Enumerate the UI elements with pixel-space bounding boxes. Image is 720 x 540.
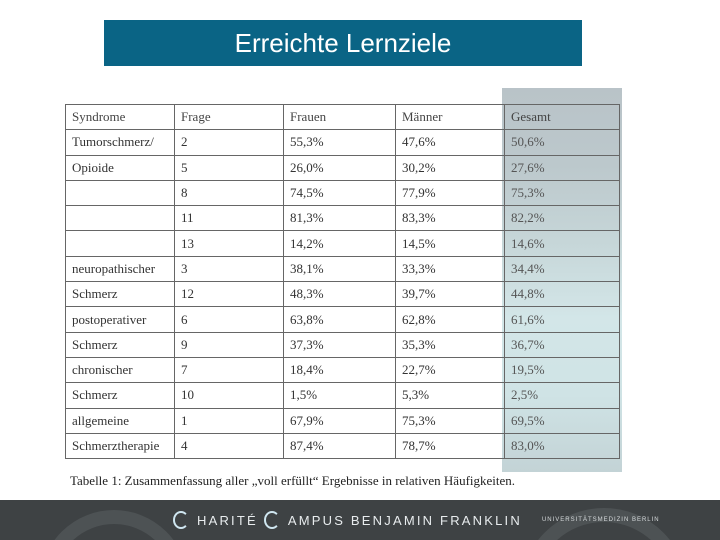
cell-gesamt: 19,5% <box>505 357 620 382</box>
logo-subtitle: UNIVERSITÄTSMEDIZIN BERLIN <box>541 517 660 523</box>
results-table-figure <box>54 94 637 492</box>
cell-maenner: 30,2% <box>396 155 505 180</box>
cell-syndrome: Schmerztherapie <box>66 433 175 458</box>
cell-maenner: 5,3% <box>396 383 505 408</box>
cell-frauen: 48,3% <box>284 282 396 307</box>
cell-syndrome: postoperativer <box>66 307 175 332</box>
table-row <box>66 408 620 433</box>
table-header-row <box>66 105 620 130</box>
cell-maenner: 77,9% <box>396 180 505 205</box>
cell-frauen: 63,8% <box>284 307 396 332</box>
results-table <box>65 104 620 459</box>
header-frage: Frage <box>175 105 284 130</box>
cell-maenner: 14,5% <box>396 231 505 256</box>
cell-maenner: 47,6% <box>396 130 505 155</box>
cell-gesamt: 27,6% <box>505 155 620 180</box>
cell-maenner: 62,8% <box>396 307 505 332</box>
cell-maenner: 39,7% <box>396 282 505 307</box>
table-row <box>66 357 620 382</box>
table-row <box>66 383 620 408</box>
cell-frage: 7 <box>175 357 284 382</box>
cell-frage: 1 <box>175 408 284 433</box>
table-body <box>66 130 620 459</box>
cell-frauen: 67,9% <box>284 408 396 433</box>
cell-syndrome <box>66 231 175 256</box>
cell-maenner: 78,7% <box>396 433 505 458</box>
cell-syndrome <box>66 180 175 205</box>
table-row <box>66 307 620 332</box>
footer-bar <box>0 500 720 540</box>
cell-syndrome <box>66 206 175 231</box>
table-row <box>66 231 620 256</box>
logo-text-charite: HARITÉ <box>197 512 258 528</box>
cell-gesamt: 69,5% <box>505 408 620 433</box>
cell-gesamt: 75,3% <box>505 180 620 205</box>
table-row <box>66 256 620 281</box>
cell-frage: 13 <box>175 231 284 256</box>
cell-gesamt: 2,5% <box>505 383 620 408</box>
cell-frauen: 74,5% <box>284 180 396 205</box>
cell-gesamt: 50,6% <box>505 130 620 155</box>
cell-gesamt: 61,6% <box>505 307 620 332</box>
cell-syndrome: allgemeine <box>66 408 175 433</box>
cell-gesamt: 34,4% <box>505 256 620 281</box>
table-row <box>66 155 620 180</box>
cell-syndrome: Opioide <box>66 155 175 180</box>
cell-frage: 3 <box>175 256 284 281</box>
table-row <box>66 332 620 357</box>
table-caption: Tabelle 1: Zusammenfassung aller „voll erfüllt“ Ergebnisse in relativen Häufigkeiten. <box>70 473 516 488</box>
charite-logo <box>173 511 660 529</box>
cell-syndrome: Schmerz <box>66 282 175 307</box>
cell-frauen: 55,3% <box>284 130 396 155</box>
cell-frauen: 37,3% <box>284 332 396 357</box>
table-row <box>66 282 620 307</box>
cell-maenner: 75,3% <box>396 408 505 433</box>
cell-frage: 4 <box>175 433 284 458</box>
cell-frauen: 1,5% <box>284 383 396 408</box>
cell-frage: 9 <box>175 332 284 357</box>
logo-c-icon <box>264 511 280 529</box>
cell-syndrome: Schmerz <box>66 332 175 357</box>
cell-frauen: 38,1% <box>284 256 396 281</box>
cell-gesamt: 82,2% <box>505 206 620 231</box>
cell-frauen: 26,0% <box>284 155 396 180</box>
logo-c-icon <box>173 511 189 529</box>
cell-syndrome: chronischer <box>66 357 175 382</box>
cell-frage: 12 <box>175 282 284 307</box>
cell-frage: 6 <box>175 307 284 332</box>
cell-maenner: 22,7% <box>396 357 505 382</box>
cell-gesamt: 14,6% <box>505 231 620 256</box>
cell-maenner: 83,3% <box>396 206 505 231</box>
cell-frauen: 14,2% <box>284 231 396 256</box>
header-maenner: Männer <box>396 105 505 130</box>
table-row <box>66 433 620 458</box>
table-row <box>66 130 620 155</box>
header-frauen: Frauen <box>284 105 396 130</box>
cell-frage: 8 <box>175 180 284 205</box>
cell-gesamt: 83,0% <box>505 433 620 458</box>
cell-syndrome: Schmerz <box>66 383 175 408</box>
cell-maenner: 33,3% <box>396 256 505 281</box>
cell-gesamt: 44,8% <box>505 282 620 307</box>
cell-syndrome: neuropathischer <box>66 256 175 281</box>
cell-syndrome: Tumorschmerz/ <box>66 130 175 155</box>
logo-text-campus: AMPUS BENJAMIN FRANKLIN <box>287 512 522 528</box>
slide-title: Erreichte Lernziele <box>234 27 452 58</box>
cell-frage: 2 <box>175 130 284 155</box>
cell-frage: 5 <box>175 155 284 180</box>
cell-gesamt: 36,7% <box>505 332 620 357</box>
table-row <box>66 206 620 231</box>
footer-decoration <box>40 510 188 540</box>
cell-maenner: 35,3% <box>396 332 505 357</box>
table-row <box>66 180 620 205</box>
header-syndrome: Syndrome <box>66 105 175 130</box>
cell-frauen: 81,3% <box>284 206 396 231</box>
cell-frauen: 18,4% <box>284 357 396 382</box>
cell-frage: 11 <box>175 206 284 231</box>
cell-frage: 10 <box>175 383 284 408</box>
slide-title-bar <box>104 20 582 66</box>
header-gesamt: Gesamt <box>505 105 620 130</box>
cell-frauen: 87,4% <box>284 433 396 458</box>
